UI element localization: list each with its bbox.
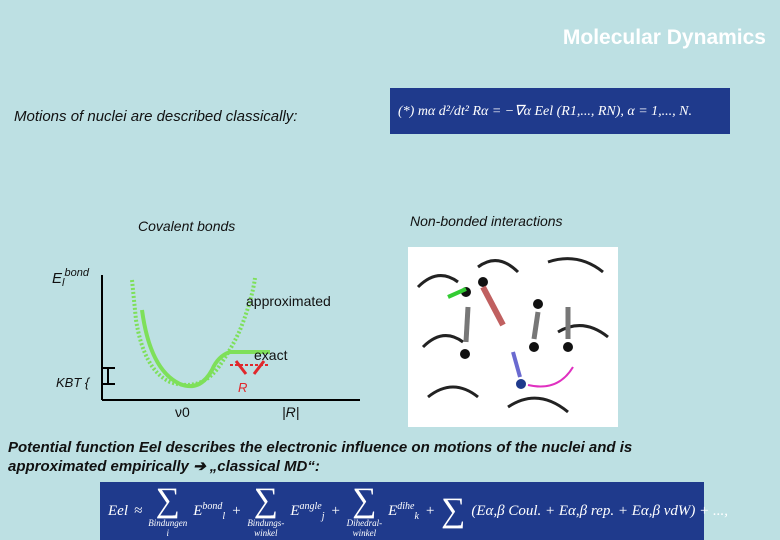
term-dihedral: $E^{dihe}_k$: [388, 500, 419, 522]
blue-arrow: [513, 352, 520, 377]
exact-curve: [142, 310, 270, 386]
grey-arrow: [534, 312, 538, 339]
sum-nonbonded: ∑: [441, 492, 466, 529]
exact-label: exact: [254, 347, 288, 363]
magenta-arrow: [528, 367, 573, 387]
nonbonded-label: Non-bonded interactions: [410, 213, 563, 229]
approx-symbol: ≈: [134, 502, 143, 519]
r-marker-label: R: [238, 380, 248, 395]
sum-dihedrals: ∑ Dihedral- winkel: [346, 482, 383, 538]
atom: [529, 342, 539, 352]
equation-main-text: (*) mα d²/dt² Rα = −∇α Eel (R1,..., RN), α = 1,..., N.: [398, 103, 693, 119]
r-axis-label: |R|: [282, 404, 300, 420]
ylabel-sup: bond: [64, 267, 89, 279]
sum-angles: ∑ Bindungs- winkel: [247, 482, 285, 538]
atom: [478, 277, 488, 287]
y-axis-label: [52, 267, 89, 289]
ylabel-sub: l: [62, 277, 65, 289]
kbt-label: KBT {: [56, 375, 90, 390]
sum-bonds: ∑ Bindungen i: [148, 482, 188, 538]
atom: [533, 299, 543, 309]
nu0-label: ν0: [175, 404, 190, 420]
eel-symbol: Eel: [108, 502, 128, 519]
grey-arrow: [466, 307, 468, 342]
atom-blue: [516, 379, 526, 389]
atom: [563, 342, 573, 352]
approximated-label: approximated: [246, 293, 331, 309]
description-line-1: Potential function Eel describes the electronic influence on motions of the nuclei and is: [8, 439, 633, 456]
term-angle: $E^{angle}_j$: [290, 500, 325, 522]
ylabel-main: E: [52, 270, 63, 287]
molecule-drawing: [408, 247, 618, 427]
motions-label: Motions of nuclei are described classically:: [14, 108, 298, 125]
description-line-2: approximated empirically ➔ „classical MD“:: [8, 458, 320, 475]
equation-of-motion: [390, 88, 730, 134]
red-arrow: [483, 287, 503, 325]
potential-description: [8, 438, 778, 476]
term-bond: $E^{bond}_l$: [193, 500, 226, 522]
covalent-bonds-label: Covalent bonds: [138, 218, 236, 234]
molecule-chains: [418, 259, 608, 412]
nonbonded-illustration: [408, 247, 618, 427]
atom: [460, 349, 470, 359]
approximated-curve: [132, 278, 255, 385]
bond-potential-plot: [40, 260, 380, 430]
page-title: Molecular Dynamics: [562, 26, 766, 49]
term-nonbonded: (Eα,β Coul. + Eα,β rep. + Eα,β vdW) + ...,: [471, 502, 728, 519]
energy-expansion-equation: Eel ≈ ∑ Bindungen i $E^{bond}_l$ + ∑ Bindungs- winkel $E^{angle}_j$ + ∑ Dihedral- winkel $E^{dihe}_k$ + ∑ (Eα,β Coul. + Eα,β rep. + Eα,β vdW) + ...,: [100, 482, 704, 540]
